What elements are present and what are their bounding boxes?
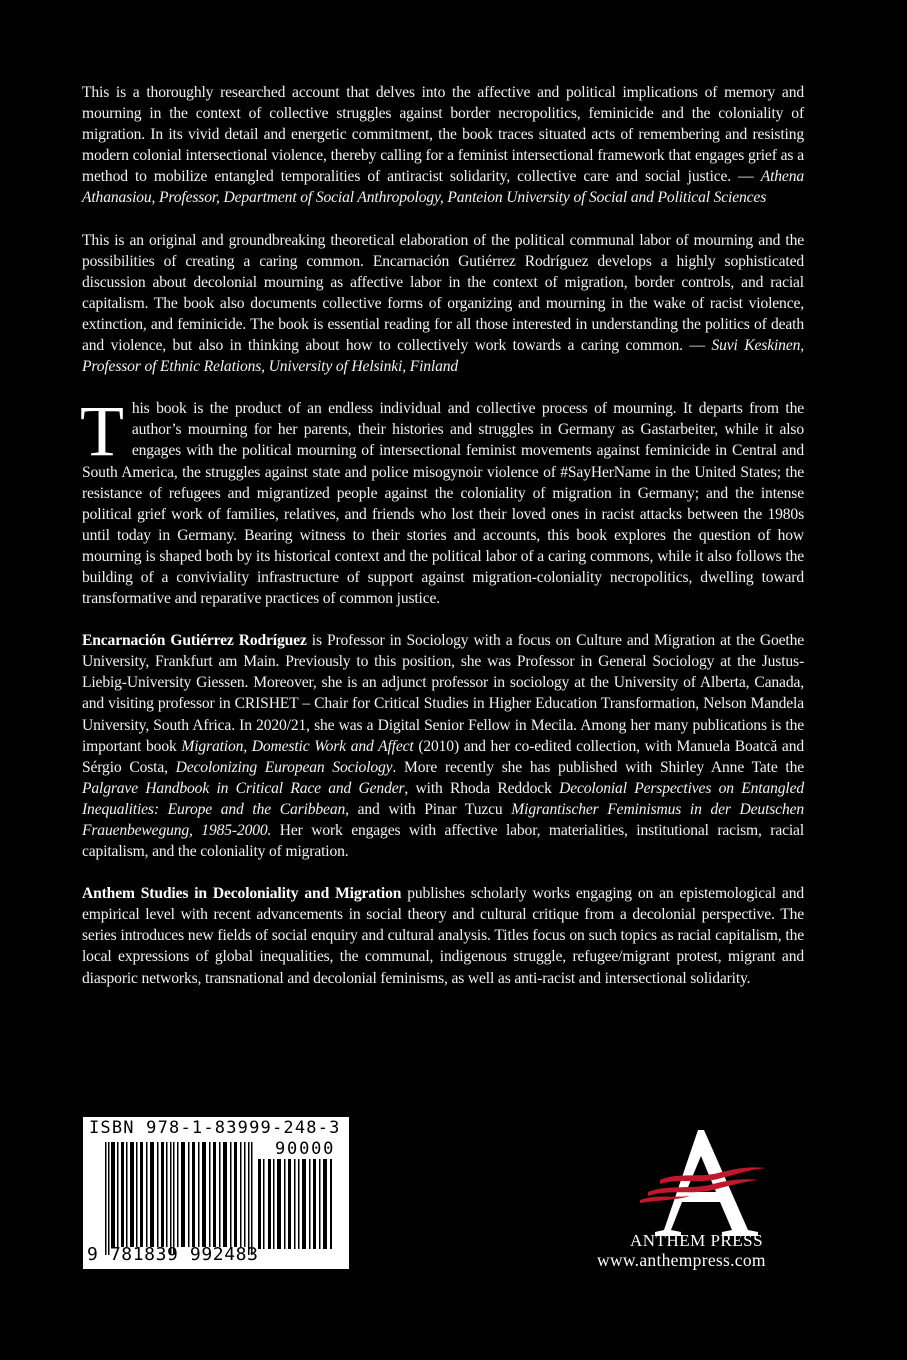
endorsement-attribution: Suvi Keskinen, Professor of Ethnic Relations, University of Helsinki, Finland: [82, 337, 804, 376]
barcode-bars-icon: [105, 1142, 267, 1255]
endorsement-text: This is an original and groundbreaking theoretical elaboration of the political communal labor of mourning and the possibilities of creating a caring common. Encarnación Gutiérrez Rodríguez develops a highly sophisticated discussion about decolonial mourning as affective labor in the context of migration, border controls, and racial capitalism. The book also documents collective forms of organizing and mourning in the wake of racist violence, extinction, and feminicide. The book is essential reading for all those interested in understanding the politics of death and violence, but also in thinking about how to collectively work towards a caring common. —: [82, 231, 804, 355]
author-name: Encarnación Gutiérrez Rodríguez: [82, 632, 307, 650]
author-bio: [82, 630, 804, 862]
endorsement-2: [82, 230, 804, 378]
drop-cap: T: [80, 391, 124, 472]
book-title: Decolonizing European Sociology: [175, 758, 393, 776]
bio-text: , and with Pinar Tuzcu: [345, 800, 512, 818]
series-name: Anthem Studies in Decoloniality and Migration: [82, 885, 402, 903]
book-title: Palgrave Handbook in Critical Race and Gender: [82, 779, 405, 797]
series-description: [82, 883, 804, 988]
endorsement-text: This is a thoroughly researched account that delves into the affective and political implications of memory and mourning in the context of collective struggles against border necropolitics, feminicide and the coloniality of migration. In its vivid detail and energetic commitment, the book traces situated acts of remembering and resisting modern colonial intersectional violence, thereby calling for a feminist intersectional framework that engages grief as a method to mobilize entangled temporalities of antiracist solidarity, collective care and social justice. —: [82, 84, 804, 186]
bio-text: (2010) and her co-edited collection, with Manuela Boatcă and Sérgio Costa,: [82, 737, 804, 776]
endorsement-attribution: Athena Athanasiou, Professor, Department of Social Anthropology, Panteion University of Social and Political Sciences: [82, 168, 804, 207]
isbn-label: ISBN 978-1-83999-248-3: [89, 1118, 341, 1138]
book-title: Migrantischer Feminismus in der Deutschen Frauenbewegung, 1985-2000.: [82, 800, 805, 839]
ean-number: 9 781839 992483: [87, 1244, 259, 1265]
book-title: Decolonial Perspectives on Entangled Inequalities: Europe and the Caribbean: [82, 779, 805, 818]
bio-text: , with Rhoda Reddock: [404, 779, 560, 797]
back-cover-text: [82, 82, 804, 989]
price-code: 90000: [275, 1139, 336, 1159]
bio-text: is Professor in Sociology with a focus on Culture and Migration at the Goethe University, Frankfurt am Main. Previously to this position, she was Professor in General Sociology at the Justus-Liebig-University Giessen. Moreover, she is an adjunct professor in sociology at the University of Alberta, Canada, and visiting professor in CRISHET – Chair for Critical Studies in Higher Education Transformation, Nelson Mandela University, South Africa. In 2020/21, she was a Digital Senior Fellow in Mecila. Among her many publications is the important book: [82, 632, 804, 755]
bio-text: Her work engages with affective labor, materialities, institutional racism, racial capitalism, and the coloniality of migration.: [82, 822, 805, 861]
book-title: Migration, Domestic Work and Affect: [181, 737, 414, 755]
isbn-barcode: [83, 1117, 349, 1269]
endorsement-1: [82, 82, 804, 209]
series-text: publishes scholarly works engaging on an epistemological and empirical level with recent advancements in social theory and cultural critique from a decolonial perspective. The series introduces new fields of social enquiry and cultural analysis. Titles focus on such topics as racial capitalism, the local expressions of global inequalities, the communal, indigenous struggle, refugee/migrant protest, migrant and diasporic networks, transnational and decolonial feminisms, as well as anti-racist and intersectional solidarity.: [82, 885, 804, 987]
book-description: [80, 391, 804, 609]
description-text: his book is the product of an endless individual and collective process of mourning. It departs from the author’s mourning for her parents, their histories and struggles in Germany as Gastarbeiter, while it also engages with the political mourning of intersectional feminist movements against feminicide in Central and South America, the struggles against state and police misogynoir violence of #SayHerName in the United States; the resistance of refugees and migrantized people against the coloniality of migration in Germany; and the intense political grief work of families, relatives, and friends who lost their loved ones in racist attacks between the 1980s until today in Germany. Bearing witness to their stories and accounts, this book explores the question of how mourning is shaped both by its historical context and the political labor of a caring commons, while it also follows the building of a conviviality infrastructure of support against migration-coloniality necropolitics, dwelling toward transformative and reparative practices of common justice.: [82, 400, 804, 608]
publisher-url: www.anthempress.com: [597, 1250, 766, 1270]
addon-barcode-icon: [258, 1159, 334, 1249]
publisher-name: ANTHEM PRESS: [630, 1231, 764, 1250]
bio-text: . More recently she has published with Shirley Anne Tate the: [392, 758, 805, 776]
